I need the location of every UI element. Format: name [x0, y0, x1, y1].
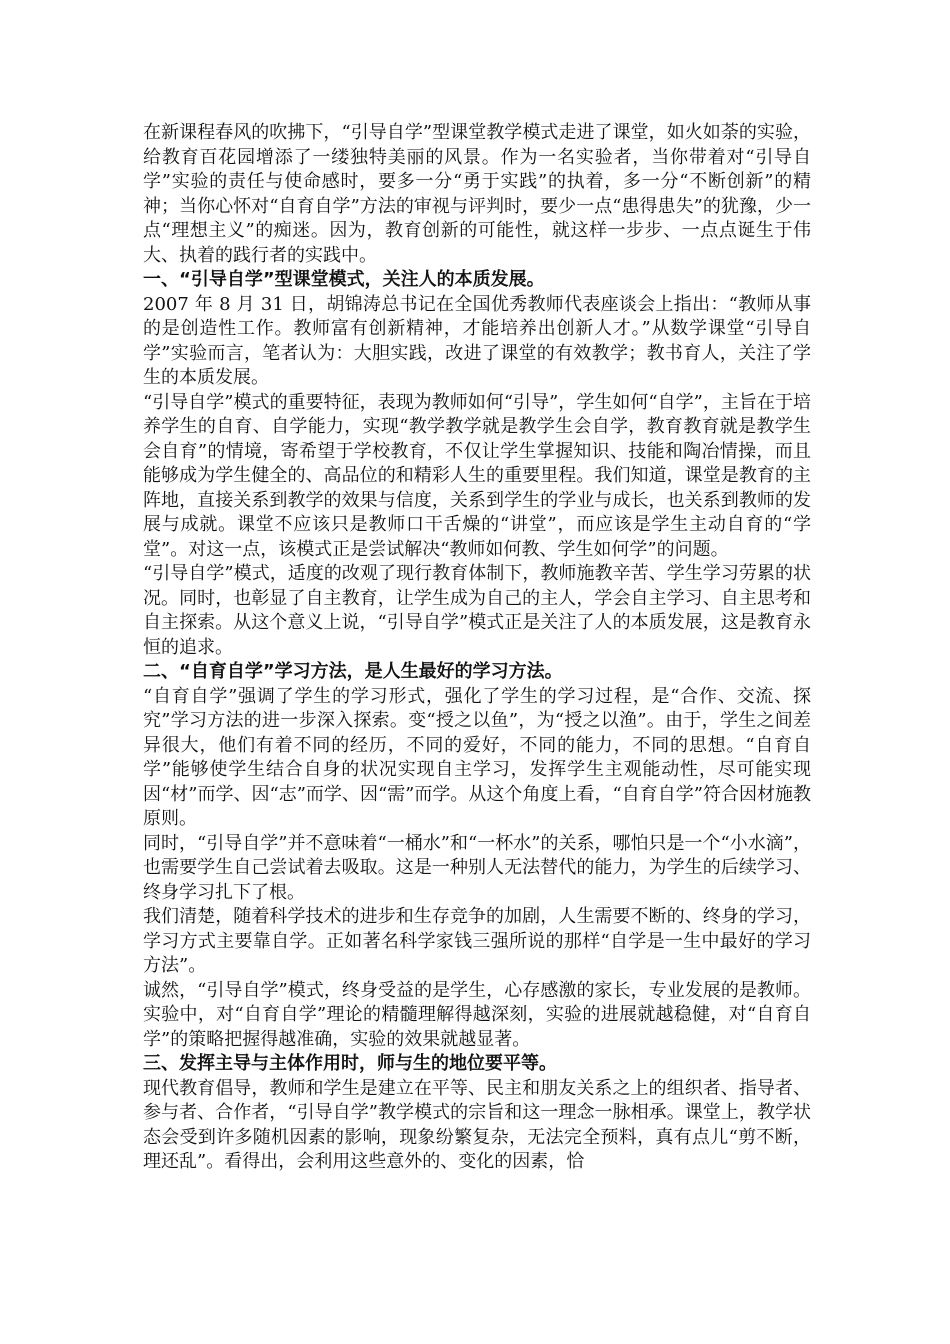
- section-1-paragraph-3: “引导自学”模式，适度的改观了现行教育体制下，教师施教辛苦、学生学习劳累的状况。同时，也彰显了自主教育，让学生成为自己的主人，学会自主学习、自主思考和自主探索。从这个意义上说，“引导自学”模式正是关注了人的本质发展，这是教育永恒的追求。: [143, 563, 811, 658]
- section-2-paragraph-3: 我们清楚，随着科学技术的进步和生存竞争的加剧，人生需要不断的、终身的学习，学习方式主要靠自学。正如著名科学家钱三强所说的那样“自学是一生中最好的学习方法”。: [143, 906, 811, 976]
- intro-paragraph: 在新课程春风的吹拂下，“引导自学”型课堂教学模式走进了课堂，如火如荼的实验，给教育百花园增添了一缕独特美丽的风景。作为一名实验者，当你带着对“引导自学”实验的责任与使命感时，要多一分“勇于实践”的执着，多一分“不断创新”的精神；当你心怀对“自育自学”方法的审视与评判时，要少一点“患得患失”的犹豫，少一点“理想主义”的痴迷。因为，教育创新的可能性，就这样一步步、一点点诞生于伟大、执着的践行者的实践中。: [143, 122, 811, 266]
- section-2-paragraph-1: “自育自学”强调了学生的学习形式，强化了学生的学习过程，是“合作、交流、探究”学习方法的进一步深入探索。变“授之以鱼”，为“授之以渔”。由于，学生之间差异很大，他们有着不同的经历，不同的爱好，不同的能力，不同的思想。“自育自学”能够使学生结合自身的状况实现自主学习，发挥学生主观能动性，尽可能实现因“材”而学、因“志”而学、因“需”而学。从这个角度上看，“自育自学”符合因材施教原则。: [143, 685, 811, 829]
- section-1-paragraph-2: “引导自学”模式的重要特征，表现为教师如何“引导”，学生如何“自学”，主旨在于培养学生的自育、自学能力，实现“教学教学就是教学生会自学，教育教育就是教学生会自育”的情境，寄希望于学校教育，不仅让学生掌握知识、技能和陶冶情操，而且能够成为学生健全的、高品位的和精彩人生的重要里程。我们知道，课堂是教育的主阵地，直接关系到教学的效果与信度，关系到学生的学业与成长，也关系到教师的发展与成就。课堂不应该只是教师口干舌燥的“讲堂”，而应该是学生主动自育的“学堂”。对这一点，该模式正是尝试解决“教师如何教、学生如何学”的问题。: [143, 391, 811, 560]
- section-3-paragraph-1: 现代教育倡导，教师和学生是建立在平等、民主和朋友关系之上的组织者、指导者、参与者、合作者，“引导自学”教学模式的宗旨和这一理念一脉相承。课堂上，教学状态会受到许多随机因素的影响，现象纷繁复杂，无法完全预料，真有点儿“剪不断，理还乱”。看得出，会利用这些意外的、变化的因素，恰: [143, 1077, 811, 1172]
- section-1-paragraph-1: 2007 年 8 月 31 日，胡锦涛总书记在全国优秀教师代表座谈会上指出：“教师从事的是创造性工作。教师富有创新精神，才能培养出创新人才。”从数学课堂“引导自学”实验而言，笔者认为：大胆实践，改进了课堂的有效教学；教书育人，关注了学生的本质发展。: [143, 293, 811, 388]
- section-heading-1: 一、“引导自学”型课堂模式，关注人的本质发展。: [143, 269, 545, 290]
- section-2-paragraph-2: 同时，“引导自学”并不意味着“一桶水”和“一杯水”的关系，哪怕只是一个“小水滴”，也需要学生自己尝试着去吸取。这是一种别人无法替代的能力，为学生的后续学习、终身学习扎下了根。: [143, 832, 811, 903]
- section-2-paragraph-4: 诚然，“引导自学”模式，终身受益的是学生，心存感激的家长，专业发展的是教师。实验中，对“自育自学”理论的精髓理解得越深刻，实验的进展就越稳健，对“自育自学”的策略把握得越准确，实验的效果就越显著。: [143, 979, 811, 1050]
- document-body: [143, 121, 811, 1175]
- section-heading-3: 三、发挥主导与主体作用时，师与生的地位要平等。: [143, 1053, 557, 1074]
- section-heading-2: 二、“自育自学”学习方法，是人生最好的学习方法。: [143, 661, 563, 682]
